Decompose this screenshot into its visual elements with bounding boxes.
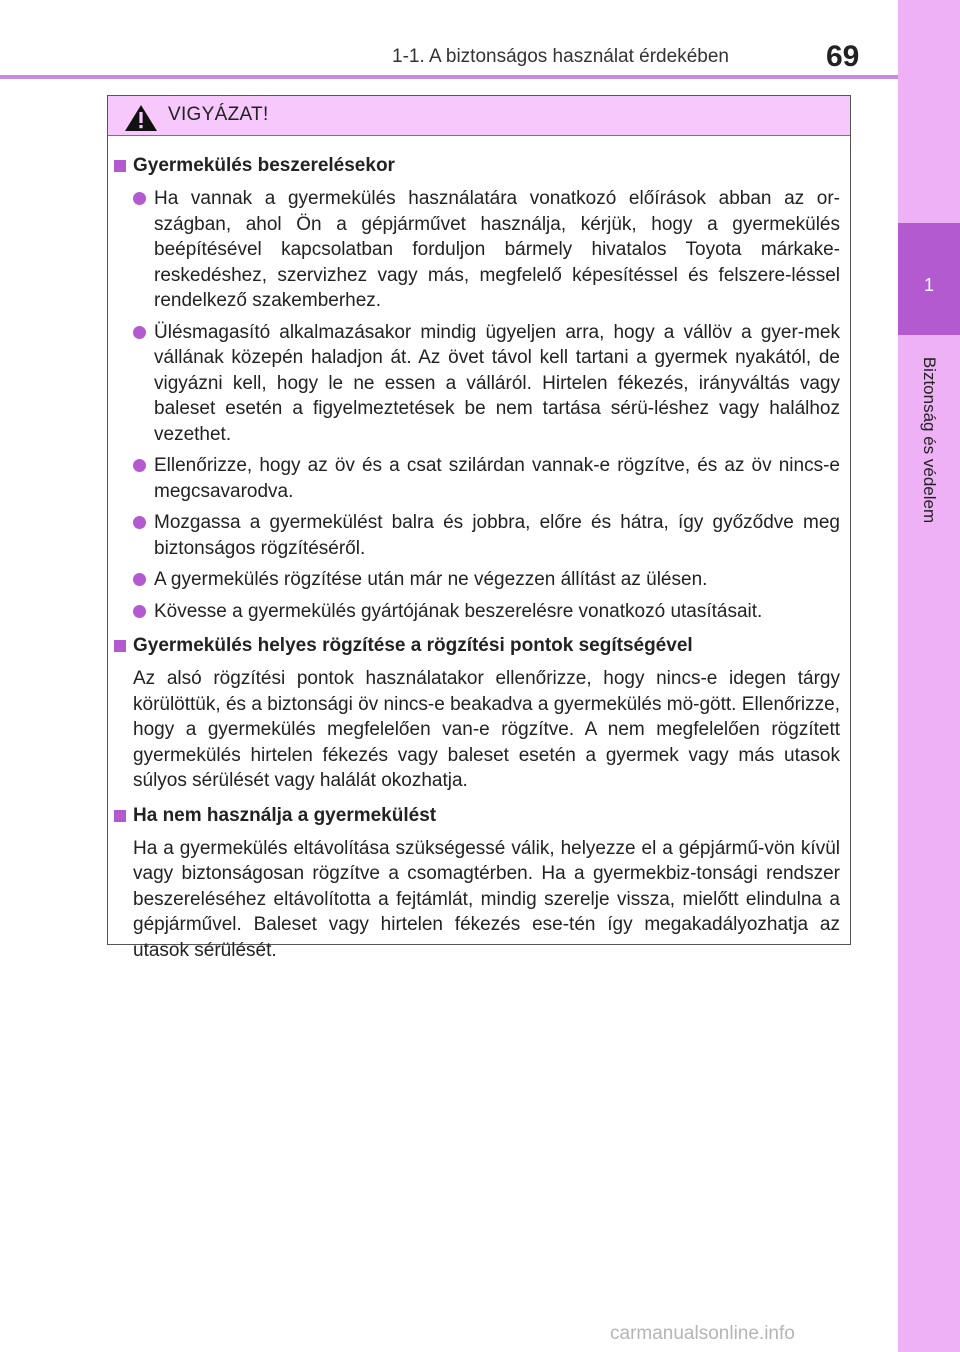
square-bullet-icon [114,160,126,172]
section-heading: Gyermekülés beszerelésekor [108,152,850,180]
chapter-side-tab [898,0,960,1352]
circle-bullet-icon [133,192,146,205]
warning-content [108,152,850,971]
bullet-item: Ülésmagasító alkalmazásakor mindig ügyeljen arra, hogy a vállöv a gyer-mek vállának közepén haladjon át. Az övet távol kell tartani a gyermek nyakától, de vigyázni kell, hogy le ne essen a válláról. Hirtelen fékezés, irányváltás vagy baleset esetén a figyelmeztetések be nem tartása sérü-léshez vagy halálhoz vezethet. [108,320,850,448]
circle-bullet-icon [133,573,146,586]
bullet-item: Kövesse a gyermekülés gyártójának beszerelésre vonatkozó utasításait. [108,599,850,625]
circle-bullet-icon [133,516,146,529]
square-bullet-icon [114,810,126,822]
header-rule [0,75,898,79]
bullet-item: Mozgassa a gyermekülést balra és jobbra, előre és hátra, így győződve meg biztonságos rögzítéséről. [108,510,850,561]
circle-bullet-icon [133,326,146,339]
section-paragraph: Ha a gyermekülés eltávolítása szükségessé válik, helyezze el a gépjármű-vön kívül vagy biztonságosan rögzítve a csomagtérben. Ha a gyermekbiz-tonsági rendszer beszereléséhez eltávolította a fejtámlát, mindig szerelje vissza, mielőtt elindulna a gépjárművel. Baleset vagy hirtelen fékezés ese-tén így megakadályozhatja az utasok sérülését. [133,837,840,961]
circle-bullet-icon [133,459,146,472]
page-number: 69 [826,40,860,73]
warning-triangle-icon [124,104,158,132]
bullet-item: Ha vannak a gyermekülés használatára vonatkozó előírások abban az or-szágban, ahol Ön a gépjárművet használja, kérjük, hogy a gyermekülés beépítésével kapcsolatban forduljon bármely hivatalos Toyota márkake-reskedéshez, szervizhez vagy más, megfelelő képesítéssel és felszere-léssel rendelkező szakemberhez. [108,186,850,314]
chapter-number-box [898,223,960,335]
chapter-number: 1 [923,275,934,295]
bullet-item: A gyermekülés rögzítése után már ne végezzen állítást az ülésen. [108,567,850,593]
warning-title: VIGYÁZAT! [168,104,269,125]
chapter-label: Biztonság és védelem [920,356,939,524]
section-installation [108,152,850,624]
section-title: 1-1. A biztonságos használat érdekében [392,46,729,67]
warning-box [107,95,851,961]
watermark: carmanualsonline.info [610,1323,795,1344]
section-heading: Gyermekülés helyes rögzítése a rögzítési pontok segítségével [108,632,850,660]
bullet-item: Ellenőrizze, hogy az öv és a csat szilárdan vannak-e rögzítve, és az öv nincs-e megcsavarodva. [108,453,850,504]
square-bullet-icon [114,640,126,652]
section-anchor-points [108,632,850,794]
warning-header [108,96,850,136]
circle-bullet-icon [133,605,146,618]
section-paragraph: Az alsó rögzítési pontok használatakor ellenőrizze, hogy nincs-e idegen tárgy körülöttük, és a biztonsági öv nincs-e beakadva a gyermekülés mö-gött. Ellenőrizze, hogy a gyermekülés megfelelően van-e rögzítve. A nem megfelelően rögzített gyermekülés hirtelen fékezés vagy baleset esetén a gyermek vagy más utasok súlyos sérülését vagy halálát okozhatja. [133,668,840,791]
section-heading: Ha nem használja a gyermekülést [108,802,850,830]
section-not-in-use [108,802,850,964]
